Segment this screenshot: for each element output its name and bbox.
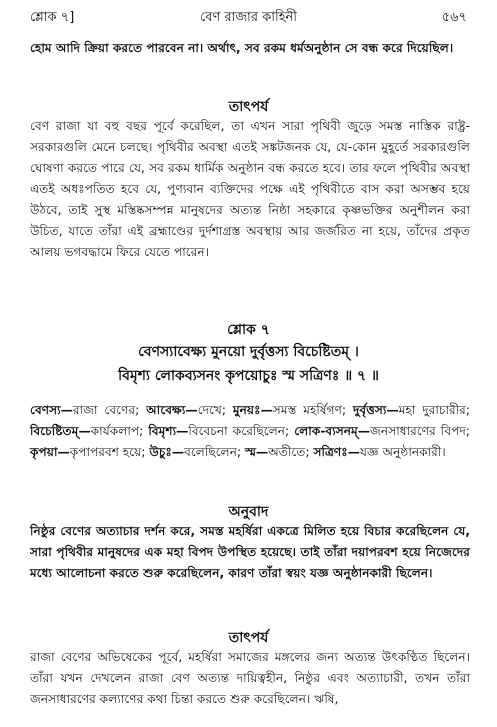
synonyms-paragraph bbox=[30, 400, 470, 463]
intro-paragraph: হোম আদি ক্রিয়া করতে পারবেন না। অর্থাৎ, সব রকম ধর্মঅনুষ্ঠান সে বন্ধ করে দিয়েছিল। bbox=[30, 41, 454, 55]
synonym-meaning: কার্যকলাপ; bbox=[90, 424, 149, 438]
synonym-meaning: বলেছিলেন; bbox=[184, 445, 245, 459]
purport-heading-2: তাৎপর্য bbox=[228, 630, 269, 646]
synonym-word: স্ম— bbox=[244, 445, 269, 459]
chapter-title: বেণ রাজার কাহিনী bbox=[200, 10, 297, 25]
page-number: ৫৬৭ bbox=[441, 10, 467, 25]
synonym-word: উচুঃ— bbox=[149, 445, 185, 459]
synonym-meaning: রাজা বেণের; bbox=[72, 403, 147, 417]
synonym-word: দুর্বৃত্তস্য— bbox=[352, 403, 399, 417]
verse-line-1: বেণস্যাবেক্ষ্য মুনয়ো দুর্বৃত্তস্য বিচেষ্টিতম্ । bbox=[138, 344, 359, 360]
purport-paragraph-2: রাজা বেণের অভিষেকের পূর্বে, মহর্ষিরা সমাজের মঙ্গলের জন্য অত্যন্ত উৎকণ্ঠিত ছিলেন। তাঁরা যখন দেখলেন রাজা বেণ অত্যন্ত দায়িত্বহীন, নিষ্ঠুর এবং অত্যাচারী, তখন তাঁরা জনসাধারণের কল্যাণের কথা চিন্তা করতে শুরু করেছিলেন। ঋষি, bbox=[30, 650, 470, 706]
synonym-word: বিচেষ্টিতম্— bbox=[30, 424, 91, 438]
synonym-meaning: জনসাধারণের বিপদ; bbox=[370, 424, 470, 438]
synonym-meaning: দেখে; bbox=[197, 403, 233, 417]
translation-heading: অনুবাদ bbox=[228, 504, 269, 520]
running-header bbox=[30, 8, 467, 28]
synonym-word: কৃপয়া— bbox=[30, 445, 70, 459]
purport-heading: তাৎপর্য bbox=[228, 99, 269, 115]
verse-heading: শ্লোক ৭ bbox=[227, 322, 270, 338]
verse-line-2: বিমৃশ্য লোকব্যসনং কৃপয়োচুঃ স্ম সত্রিণঃ ॥ ৭ ॥ bbox=[118, 368, 379, 384]
purport-paragraph: বেণ রাজা যা বহু বছর পূর্বে করেছিল, তা এখন সারা পৃথিবী জুড়ে সমস্ত নাস্তিক রাষ্ট্র-সরকারগুলি মেনে চলছে। পৃথিবীর অবস্থা এতই সঙ্কটজনক যে, যে-কোন মুহূর্তে সরকারগুলি ঘোষণা করতে পারে যে, সব রকম ধার্মিক অনুষ্ঠান বন্ধ করতে হবে। তার ফলে পৃথিবীর অবস্থা এতই অধঃপতিত হবে যে, পুণ্যবান ব্যক্তিদের পক্ষে এই পৃথিবীতে বাস করা অসম্ভব হয়ে উঠবে, তাই সুস্থ মস্তিষ্কসম্পন্ন মানুষদের অত্যন্ত নিষ্ঠা সহকারে কৃষ্ণভক্তির অনুশীলন করা উচিত, যাতে তাঁরা এই ব্রহ্মাণ্ডের দুর্দশাগ্রস্ত অবস্থায় আর জর্জরিত না হয়ে, তাঁদের প্রকৃত আলয় ভগবদ্ধামে ফিরে যেতে পারেন। bbox=[30, 119, 470, 259]
synonym-meaning: বিবেচনা করেছিলেন; bbox=[188, 424, 295, 438]
synonym-word: লোক-ব্যসনম্— bbox=[294, 424, 371, 438]
synonym-word: আবেক্ষ্য— bbox=[146, 403, 198, 417]
translation-paragraph: নিষ্ঠুর বেণের অত্যাচার দর্শন করে, সমস্ত মহর্ষিরা একত্রে মিলিত হয়ে বিচার করেছিলেন যে, সারা পৃথিবীর মানুষদের এক মহা বিপদ উপস্থিত হয়েছে। তাই তাঁরা দয়াপরবশ হয়ে নিজেদের মধ্যে আলোচনা করতে শুরু করেছিলেন, কারণ তাঁরা স্বয়ং যজ্ঞ অনুষ্ঠানকারী ছিলেন। bbox=[30, 524, 470, 580]
synonym-word: সত্রিণঃ— bbox=[313, 445, 360, 459]
synonym-meaning: যজ্ঞ অনুষ্ঠানকারী। bbox=[359, 445, 446, 459]
synonym-word: মুনয়ঃ— bbox=[232, 403, 273, 417]
synonym-meaning: অতীতে; bbox=[268, 445, 314, 459]
synonym-meaning: কৃপাপরবশ হয়ে; bbox=[69, 445, 150, 459]
synonym-word: বিমৃশ্য— bbox=[148, 424, 189, 438]
synonym-word: বেণস্য— bbox=[30, 403, 73, 417]
synonym-meaning: সমস্ত মহর্ষিগণ; bbox=[272, 403, 353, 417]
synonym-meaning: মহা দুরাচারীর; bbox=[398, 403, 470, 417]
verse-reference: শ্লোক ৭] bbox=[30, 10, 75, 25]
